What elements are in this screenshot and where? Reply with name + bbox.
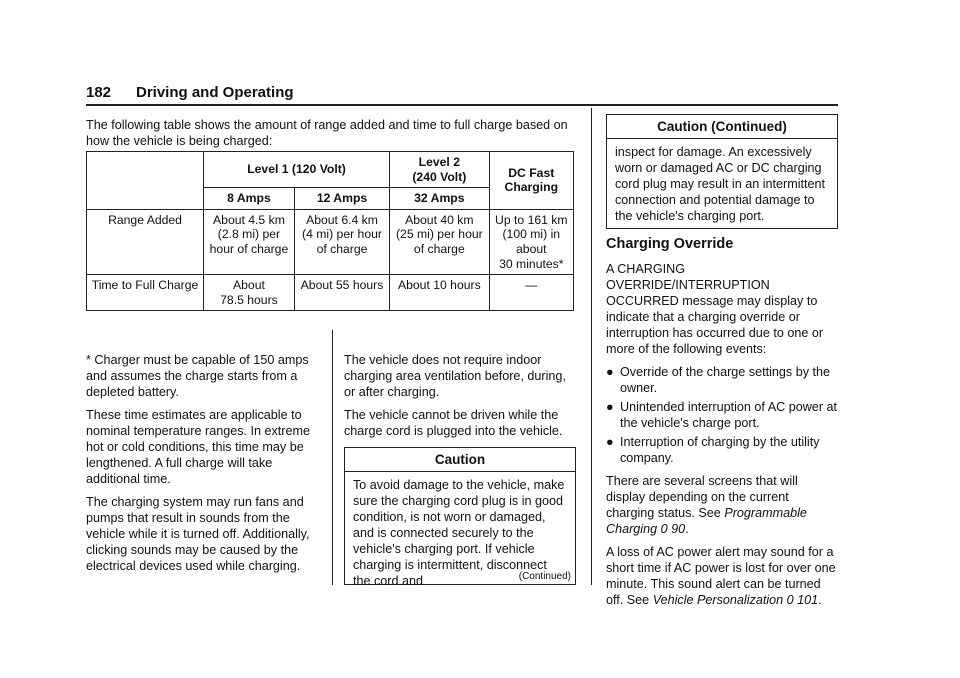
intro-paragraph: The following table shows the amount of range added and time to full charge based on how the vehicle is being charged: [86, 118, 568, 148]
caution-text: inspect for damage. An excessively worn or damaged AC or DC charging cord plug may result in an intermittent connection and potential damage to the vehicle's charging port. [615, 145, 825, 223]
list-item-text: Interruption of charging by the utility company. [620, 435, 820, 465]
paragraph-sounds: The charging system may run fans and pumps that result in sounds from the vehicle while it is turned off. Additionally, clicking sounds may be caused by the electrical devices used while charging. [86, 495, 310, 573]
list-item [606, 364, 838, 396]
table-cell: About 4.5 km (2.8 mi) per hour of charge [204, 209, 295, 274]
section-heading: Charging Override [606, 236, 734, 252]
section-title: Driving and Operating [136, 84, 294, 101]
link-vehicle-personalization[interactable]: Vehicle Personalization [652, 593, 784, 607]
footnote: * Charger must be capable of 150 amps and assumes the charge starts from a depleted battery. [86, 353, 309, 399]
bullet-icon: ● [606, 435, 614, 449]
left-column [86, 352, 321, 581]
page-header [86, 84, 838, 106]
table-cell: About 10 hours [390, 275, 489, 311]
link-programmable-charging[interactable]: Programmable Charging [606, 506, 807, 536]
text-span: . [818, 593, 822, 607]
paragraph-ventilation: The vehicle does not require indoor charging area ventilation before, during, or after charging. [344, 353, 566, 399]
table-row [87, 275, 574, 311]
table-row [87, 209, 574, 274]
header-amps-8: 8 Amps [204, 188, 295, 210]
right-column [606, 261, 838, 615]
text-span: . [685, 522, 689, 536]
list-item-text: Unintended interruption of AC power at the vehicle's charge port. [620, 400, 838, 430]
page-number: 182 [86, 84, 112, 101]
table-cell: Up to 161 km (100 mi) in about 30 minutes* [489, 209, 573, 274]
paragraph-override: A CHARGING OVERRIDE/INTERRUPTION OCCURRED message may display to indicate that a charging override or interruption has occurred due to one or more of the following events: [606, 262, 824, 356]
column-divider [332, 330, 333, 585]
header-amps-12: 12 Amps [294, 188, 389, 210]
bullet-icon: ● [606, 365, 614, 379]
paragraph-alert [606, 544, 838, 608]
caution-title: Caution (Continued) [607, 115, 837, 139]
paragraph-screens [606, 473, 838, 537]
page-reference[interactable]: 0 90 [657, 522, 686, 536]
caution-continued-box [606, 114, 838, 229]
table-cell: About 40 km (25 mi) per hour of charge [390, 209, 489, 274]
middle-column [344, 352, 576, 446]
paragraph-temperature: These time estimates are applicable to nominal temperature ranges. In extreme hot or cold conditions, this time may be lengthened. A full charge will take additional time. [86, 408, 311, 486]
table-cell: About 78.5 hours [204, 275, 295, 311]
table-cell: About 55 hours [294, 275, 389, 311]
list-item-text: Override of the charge settings by the owner. [620, 365, 831, 395]
text-span: A loss of AC power alert may sound for a short time if AC power is lost for over one minute. This sound alert can be turned off. See [606, 545, 836, 607]
text-span: There are several screens that will display depending on the current charging status. See [606, 474, 798, 520]
bullet-icon: ● [606, 400, 614, 414]
list-item [606, 399, 838, 431]
continued-label: (Continued) [518, 571, 571, 582]
header-amps-32: 32 Amps [390, 188, 489, 210]
list-item [606, 434, 838, 466]
caution-box [344, 447, 576, 588]
caution-title: Caution [345, 448, 575, 472]
row-label: Range Added [87, 209, 204, 274]
table-corner [87, 152, 204, 210]
charging-table [86, 151, 574, 311]
table-cell: About 6.4 km (4 mi) per hour of charge [294, 209, 389, 274]
header-dcfast: DC Fast Charging [489, 152, 573, 210]
table-cell: — [489, 275, 573, 311]
page-reference[interactable]: 0 101 [783, 593, 819, 607]
caution-text: To avoid damage to the vehicle, make sure the charging cord plug is in good condition, is not worn or damaged, and is connected securely to the vehicle's charging port. If vehicle charging is intermittent, disconnect the cord and [353, 478, 565, 588]
paragraph-driving: The vehicle cannot be driven while the charge cord is plugged into the vehicle. [344, 408, 563, 438]
header-level1: Level 1 (120 Volt) [204, 152, 390, 188]
event-list [606, 364, 838, 466]
column-divider [591, 108, 592, 585]
row-label: Time to Full Charge [87, 275, 204, 311]
header-level2: Level 2 (240 Volt) [390, 152, 489, 188]
